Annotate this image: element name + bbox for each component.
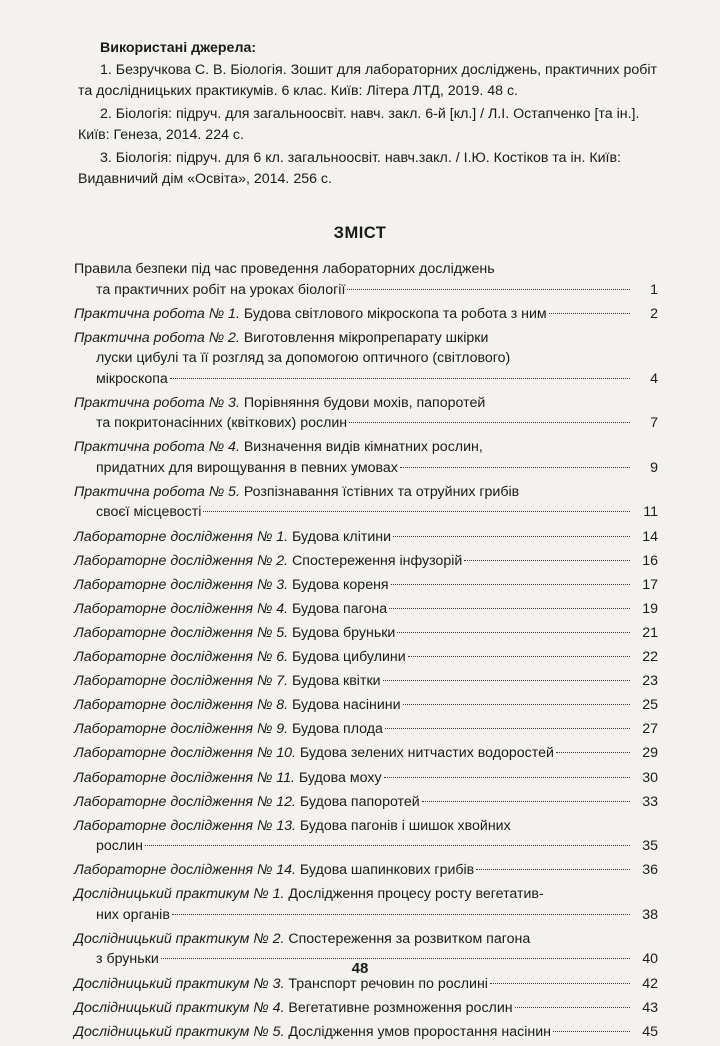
toc-entry-label: Лабораторне дослідження № 8. bbox=[74, 697, 289, 714]
toc-entry-text: Транспорт речовин по рослині bbox=[284, 975, 488, 992]
toc-entry-label: Лабораторне дослідження № 14. bbox=[74, 862, 296, 879]
toc-page-number: 9 bbox=[650, 459, 658, 476]
toc-page-number: 1 bbox=[650, 281, 658, 298]
toc-entry-label: Практична робота № 5. bbox=[74, 483, 240, 500]
toc-entry-label: Практична робота № 3. bbox=[74, 394, 240, 411]
toc-entry-label: Лабораторне дослідження № 6. bbox=[74, 649, 289, 666]
toc-line bbox=[74, 304, 658, 325]
toc-entry-text: Будова шапинкових грибів bbox=[295, 862, 475, 879]
toc-line bbox=[74, 768, 658, 789]
toc-entry-label: Лабораторне дослідження № 13. bbox=[74, 817, 296, 834]
toc-entry bbox=[74, 259, 658, 300]
toc-line bbox=[74, 671, 658, 692]
toc-line bbox=[74, 527, 658, 548]
toc-entry-label: Лабораторне дослідження № 9. bbox=[74, 721, 289, 738]
toc-entry bbox=[74, 527, 658, 548]
toc-page-number: 14 bbox=[642, 528, 658, 545]
toc-page-number: 22 bbox=[642, 649, 658, 666]
toc-page-number: 33 bbox=[642, 793, 658, 810]
toc-line bbox=[74, 551, 658, 572]
toc-entry-text: та покритонасінних (квіткових) рослин bbox=[96, 415, 348, 432]
toc-entry-label: Лабораторне дослідження № 4. bbox=[74, 600, 289, 617]
toc-title: ЗМІСТ bbox=[333, 224, 387, 242]
toc-page-number: 16 bbox=[642, 552, 658, 569]
toc-entry-label: Практична робота № 4. bbox=[74, 439, 240, 456]
toc-page-number: 19 bbox=[642, 600, 658, 617]
toc-entry bbox=[74, 792, 658, 813]
toc-entry-text: Правила безпеки під час проведення лабораторних досліджень bbox=[74, 261, 495, 277]
toc-page-number: 21 bbox=[642, 624, 658, 641]
toc-leader-dots bbox=[393, 536, 630, 537]
toc-entry bbox=[74, 768, 658, 789]
toc-line bbox=[74, 792, 658, 813]
toc-entry-label: Лабораторне дослідження № 7. bbox=[74, 673, 289, 690]
toc-entry bbox=[74, 1022, 658, 1043]
toc-entry-text: Будова квітки bbox=[288, 673, 381, 690]
toc-entry-text: Вегетативне розмноження рослин bbox=[284, 999, 513, 1016]
source-item: 3. Біологія: підруч. для 6 кл. загальноосвіт. навч.закл. / І.Ю. Костіков та ін. Київ: Видавничий дім «Освіта», 2014. 256 с. bbox=[78, 150, 621, 187]
toc-leader-dots bbox=[476, 869, 630, 870]
toc-leader-dots bbox=[556, 752, 630, 753]
toc-line bbox=[74, 599, 658, 620]
toc-entry-label: Лабораторне дослідження № 1. bbox=[74, 528, 289, 545]
toc-entry-text: Будова моху bbox=[294, 769, 382, 786]
toc-line bbox=[74, 836, 658, 857]
toc-entry-text: Порівняння будови мохів, папоротей bbox=[239, 394, 486, 411]
toc-entry-text: з бруньки bbox=[96, 951, 159, 968]
toc-leader-dots bbox=[553, 1031, 630, 1032]
toc-entry-label: Лабораторне дослідження № 3. bbox=[74, 576, 289, 593]
toc-line bbox=[74, 1022, 658, 1043]
toc-entry-label: Дослідницький практикум № 1. bbox=[74, 886, 285, 903]
toc-leader-dots bbox=[549, 313, 630, 314]
toc-entry-label: Лабораторне дослідження № 12. bbox=[74, 793, 296, 810]
toc-entry-text: Спостереження інфузорій bbox=[288, 552, 463, 569]
toc-entry bbox=[74, 884, 658, 925]
toc-page-number: 2 bbox=[650, 305, 658, 322]
toc-entry bbox=[74, 304, 658, 325]
toc-entry-label: Лабораторне дослідження № 11. bbox=[74, 769, 295, 786]
toc-entry-text: луски цибулі та її розгляд за допомогою оптичного (світлового) bbox=[96, 350, 511, 367]
toc-entry-label: Лабораторне дослідження № 5. bbox=[74, 624, 289, 641]
toc-line bbox=[74, 393, 658, 414]
toc-line bbox=[74, 502, 658, 523]
source-item: 2. Біологія: підруч. для загальноосвіт. навч. закл. 6-й [кл.] / Л.І. Остапченко [та ін.]. Київ: Генеза, 2014. 224 с. bbox=[78, 106, 640, 143]
toc-entry-label: Лабораторне дослідження № 2. bbox=[74, 552, 289, 569]
toc-leader-dots bbox=[403, 704, 630, 705]
toc-page-number: 17 bbox=[642, 576, 658, 593]
toc-leader-dots bbox=[145, 845, 630, 846]
toc-entry bbox=[74, 743, 658, 764]
toc-leader-dots bbox=[408, 656, 630, 657]
toc-entry-label: Дослідницький практикум № 4. bbox=[74, 999, 285, 1016]
toc-page-number: 43 bbox=[642, 999, 658, 1016]
toc-entry-text: Дослідження процесу росту вегетатив- bbox=[284, 886, 544, 903]
table-of-contents bbox=[74, 259, 658, 1046]
toc-entry bbox=[74, 575, 658, 596]
toc-line bbox=[74, 575, 658, 596]
toc-page-number: 38 bbox=[642, 906, 658, 923]
toc-line bbox=[74, 884, 658, 905]
toc-line bbox=[74, 905, 658, 926]
toc-entry-text: Будова пагонів і шишок хвойних bbox=[295, 817, 511, 834]
toc-page-number: 4 bbox=[650, 370, 658, 387]
toc-entry-label: Практична робота № 2. bbox=[74, 329, 240, 346]
toc-entry-label: Дослідницький практикум № 3. bbox=[74, 975, 285, 992]
toc-leader-dots bbox=[515, 1007, 630, 1008]
toc-page-number: 40 bbox=[642, 951, 658, 968]
toc-entry-text: мікроскопа bbox=[96, 370, 168, 387]
toc-leader-dots bbox=[400, 467, 630, 468]
toc-entry bbox=[74, 328, 658, 390]
toc-entry bbox=[74, 482, 658, 523]
toc-entry-text: Виготовлення мікропрепарату шкірки bbox=[239, 329, 489, 346]
toc-leader-dots bbox=[385, 728, 630, 729]
toc-line bbox=[74, 458, 658, 479]
toc-leader-dots bbox=[203, 511, 630, 512]
toc-leader-dots bbox=[490, 983, 630, 984]
toc-entry-text: придатних для вирощування в певних умовах bbox=[96, 459, 398, 476]
toc-leader-dots bbox=[172, 914, 630, 915]
toc-entry bbox=[74, 551, 658, 572]
toc-leader-dots bbox=[383, 680, 630, 681]
toc-leader-dots bbox=[349, 422, 630, 423]
toc-entry-text: Будова бруньки bbox=[288, 624, 396, 641]
toc-entry-text: Будова пагона bbox=[288, 600, 388, 617]
toc-entry-text: Будова кореня bbox=[288, 576, 389, 593]
toc-entry-text: Будова клітини bbox=[288, 528, 392, 545]
toc-entry-text: Розпізнавання їстівних та отруйних грибів bbox=[239, 483, 520, 500]
toc-line bbox=[74, 328, 658, 349]
toc-line bbox=[74, 816, 658, 837]
toc-entry-text: своєї місцевості bbox=[96, 504, 202, 521]
toc-line bbox=[74, 719, 658, 740]
toc-line bbox=[74, 998, 658, 1019]
toc-page-number: 45 bbox=[642, 1023, 658, 1040]
toc-entry-label: Практична робота № 1. bbox=[74, 305, 240, 322]
toc-entry bbox=[74, 860, 658, 881]
toc-entry-text: Будова цибулини bbox=[288, 649, 406, 666]
toc-entry bbox=[74, 816, 658, 857]
toc-entry bbox=[74, 719, 658, 740]
toc-entry-text: Спостереження за розвитком пагона bbox=[284, 930, 531, 947]
toc-page-number: 23 bbox=[642, 673, 658, 690]
toc-entry-text: Будова зелених нитчастих водоростей bbox=[295, 745, 554, 762]
toc-page-number: 42 bbox=[642, 975, 658, 992]
toc-page-number: 36 bbox=[642, 862, 658, 879]
toc-entry-text: них органів bbox=[96, 906, 170, 923]
toc-line bbox=[74, 860, 658, 881]
toc-line bbox=[74, 280, 658, 301]
toc-leader-dots bbox=[170, 378, 630, 379]
source-item: 1. Безручкова С. В. Біологія. Зошит для лабораторних досліджень, практичних робіт та дослідницьких практикумів. 6 клас. Київ: Літера ЛТД, 2019. 48 с. bbox=[78, 62, 658, 99]
toc-line bbox=[74, 929, 658, 950]
toc-entry-text: та практичних робіт на уроках біології bbox=[96, 281, 346, 298]
toc-line bbox=[74, 413, 658, 434]
toc-line bbox=[74, 437, 658, 458]
toc-leader-dots bbox=[391, 584, 630, 585]
toc-entry-text: Будова насінини bbox=[288, 697, 401, 714]
toc-line bbox=[74, 743, 658, 764]
toc-line bbox=[74, 695, 658, 716]
toc-page-number: 27 bbox=[642, 721, 658, 738]
toc-entry-label: Дослідницький практикум № 5. bbox=[74, 1023, 285, 1040]
toc-entry bbox=[74, 671, 658, 692]
toc-leader-dots bbox=[422, 801, 630, 802]
sources-title: Використані джерела: bbox=[100, 40, 257, 56]
toc-entry bbox=[74, 998, 658, 1019]
toc-line bbox=[74, 369, 658, 390]
toc-entry-label: Дослідницький практикум № 2. bbox=[74, 930, 285, 947]
toc-page-number: 35 bbox=[642, 838, 658, 855]
toc-page-number: 30 bbox=[642, 769, 658, 786]
toc-page-number: 29 bbox=[642, 745, 658, 762]
toc-line bbox=[74, 259, 658, 280]
toc-entry-text: Будова світлового мікроскопа та робота з ним bbox=[239, 305, 547, 322]
toc-entry bbox=[74, 393, 658, 434]
toc-line bbox=[74, 482, 658, 503]
page-number: 48 bbox=[351, 960, 369, 977]
toc-line bbox=[74, 623, 658, 644]
toc-entry bbox=[74, 599, 658, 620]
toc-entry-text: Дослідження умов проростання насінин bbox=[284, 1023, 551, 1040]
toc-line bbox=[74, 647, 658, 668]
toc-page-number: 25 bbox=[642, 697, 658, 714]
toc-entry-text: Визначення видів кімнатних рослин, bbox=[239, 439, 483, 456]
toc-entry bbox=[74, 647, 658, 668]
toc-entry-text: рослин bbox=[96, 838, 143, 855]
toc-line bbox=[74, 348, 658, 369]
toc-entry bbox=[74, 695, 658, 716]
sources-section bbox=[78, 38, 660, 192]
toc-entry-text: Будова папоротей bbox=[295, 793, 420, 810]
toc-page-number: 11 bbox=[643, 504, 658, 521]
toc-leader-dots bbox=[347, 289, 630, 290]
toc-entry-label: Лабораторне дослідження № 10. bbox=[74, 745, 296, 762]
toc-entry bbox=[74, 623, 658, 644]
toc-entry-text: Будова плода bbox=[288, 721, 383, 738]
toc-leader-dots bbox=[389, 608, 630, 609]
toc-leader-dots bbox=[384, 777, 630, 778]
toc-leader-dots bbox=[397, 632, 630, 633]
toc-page-number: 7 bbox=[650, 415, 658, 432]
toc-leader-dots bbox=[464, 560, 630, 561]
toc-entry bbox=[74, 437, 658, 478]
